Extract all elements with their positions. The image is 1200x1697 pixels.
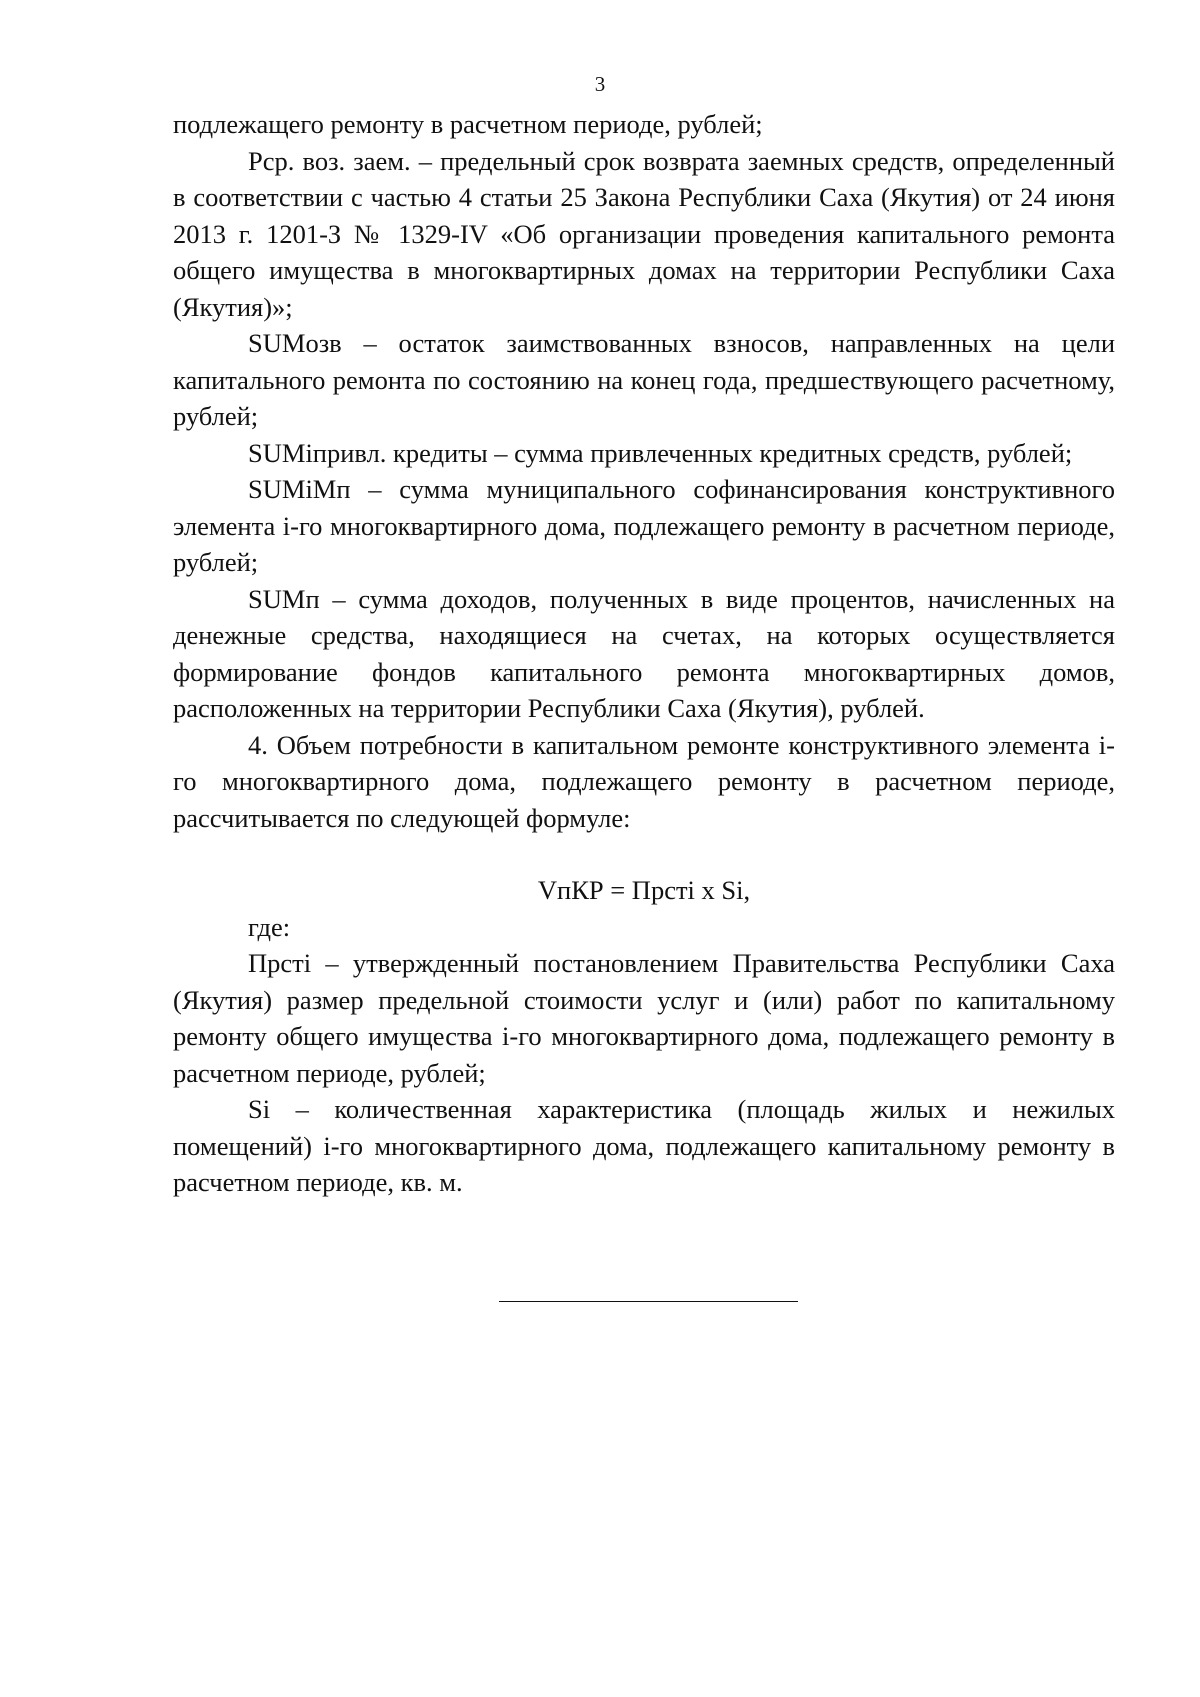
paragraph-item-4: 4. Объем потребности в капитальном ремонте конструктивного элемента i-го многоквартирного дома, подлежащего ремонту в расчетном периоде, рассчитывается по следующей формуле: bbox=[173, 729, 1115, 833]
formula: VпКР = Прстi x Si, bbox=[537, 875, 751, 905]
paragraph-where: где: bbox=[248, 911, 291, 942]
paragraph-continuation: подлежащего ремонту в расчетном периоде, рублей; bbox=[173, 109, 763, 139]
page-number: 3 bbox=[594, 72, 606, 96]
document-body bbox=[173, 106, 1115, 1201]
paragraph-rsr-definition: Рср. воз. заем. – предельный срок возврата заемных средств, определенный в соответствии с частью 4 статьи 25 Закона Республики Саха (Якутия) от 24 июня 2013 г. 1201-З № 1329-IV «Об организации проведения капитального ремонта общего имущества в многоквартирных домах на территории Республики Саха (Якутия)»; bbox=[173, 145, 1115, 322]
paragraph-interest-definition: SUMп – сумма доходов, полученных в виде процентов, начисленных на денежные средства, находящиеся на счетах, на которых осуществляется формирование фондов капитального ремонта многоквартирных домов, расположенных на территории Республики Саха (Якутия), рублей. bbox=[173, 583, 1115, 723]
paragraph-credits-definition: SUMiпривл. кредиты – сумма привлеченных кредитных средств, рублей; bbox=[248, 437, 1073, 468]
closing-separator-line bbox=[499, 1301, 798, 1302]
paragraph-prst-definition: Прстi – утвержденный постановлением Правительства Республики Саха (Якутия) размер предельной стоимости услуг и (или) работ по капитальному ремонту общего имущества i-го многоквартирного дома, подлежащего ремонту в расчетном периоде, рублей; bbox=[173, 948, 1115, 1088]
paragraph-municipal-definition: SUMiMп – сумма муниципального софинансирования конструктивного элемента i-го многоквартирного дома, подлежащего ремонту в расчетном периоде, рублей; bbox=[173, 474, 1115, 577]
paragraph-sumozv-definition: SUMозв – остаток заимствованных взносов, направленных на цели капитального ремонта по состоянию на конец года, предшествующего расчетному, рублей; bbox=[173, 328, 1115, 431]
paragraph-si-definition: Si – количественная характеристика (площадь жилых и нежилых помещений) i-го многоквартирного дома, подлежащего капитальному ремонту в расчетном периоде, кв. м. bbox=[173, 1094, 1115, 1197]
